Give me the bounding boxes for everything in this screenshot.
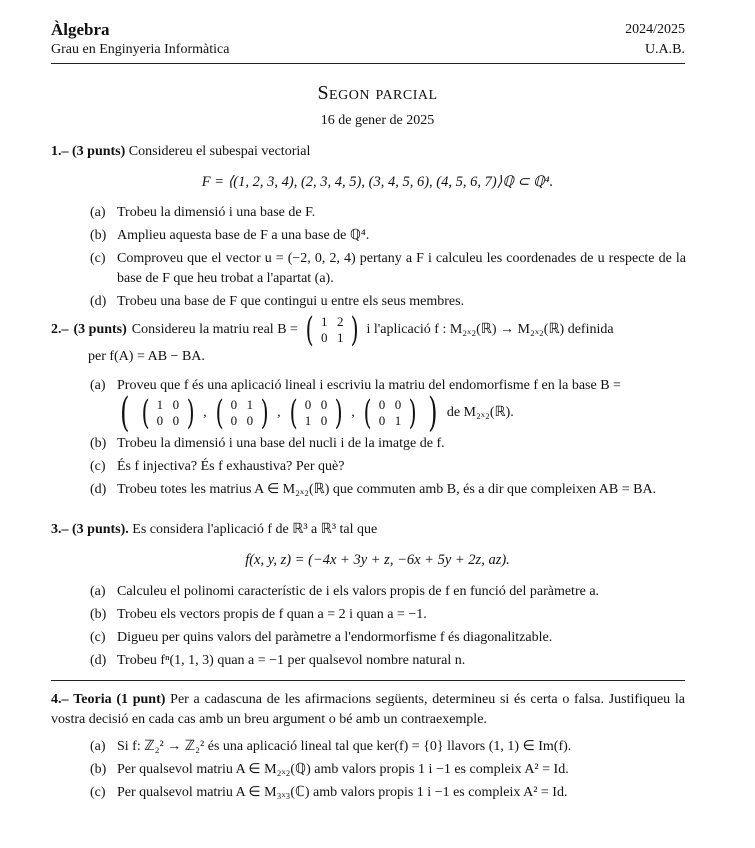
q2-points: (3 punts) — [73, 322, 127, 337]
basis-tail: de M₂ₓ₂(ℝ). — [446, 405, 514, 420]
q4-item-a — [90, 737, 686, 757]
item-text: Trobeu una base de F que contingui u entre els seus membres. — [117, 294, 465, 309]
matrix-cell: 1 — [156, 397, 164, 412]
matrix-cell: 0 — [156, 413, 164, 428]
q2-intro-c: per f(A) = AB − BA. — [88, 349, 205, 364]
q1-item-b — [90, 226, 686, 246]
q1-items — [90, 203, 686, 312]
item-text: Amplieu aquesta base de F a una base de ℚ⁴. — [117, 228, 370, 243]
q4-items — [90, 737, 686, 803]
q3-intro: Es considera l'aplicació f de ℝ³ a ℝ³ tal que — [132, 522, 378, 537]
header-right — [625, 20, 685, 60]
q2-item-d — [90, 480, 686, 500]
item-text: Si f: ℤ₂² → ℤ₂² és una aplicació lineal tal que ker(f) = {0} llavors (1, 1) ∈ Im(f). — [117, 739, 572, 754]
q1-item-c — [90, 249, 686, 289]
q3-number: 3.– — [51, 522, 69, 537]
left-paren: ( — [305, 310, 314, 350]
q4-item-b — [90, 760, 686, 780]
q2-intro-b: i l'aplicació f : M₂ₓ₂(ℝ) → M₂ₓ₂(ℝ) definida — [366, 322, 614, 337]
q2-number: 2.– — [51, 322, 69, 337]
matrix-cell: 0 — [230, 397, 238, 412]
item-text: Trobeu els vectors propis de f quan a = 2 i quan a = −1. — [117, 607, 427, 622]
q3-item-d — [90, 651, 686, 671]
item-text: Trobeu la dimensió i una base del nucli i de la imatge de f. — [117, 436, 445, 451]
q4-heading — [51, 690, 685, 730]
q1-formula: F = ⟨(1, 2, 3, 4), (2, 3, 4, 5), (3, 4, 5, 6), (4, 5, 6, 7)⟩ℚ ⊂ ℚ⁴. — [201, 174, 554, 190]
right-paren: ) — [350, 310, 359, 350]
matrix-cell: 0 — [246, 413, 254, 428]
item-label: (c) — [90, 251, 106, 266]
item-label: (a) — [90, 739, 106, 754]
matrix-cell: 0 — [172, 397, 180, 412]
basis-matrix-4: ( 0 0 0 1 ) — [363, 393, 417, 433]
matrix-b — [303, 310, 362, 350]
matrix-cell: 0 — [230, 413, 238, 428]
q1-intro: Considereu el subespai vectorial — [128, 144, 311, 159]
q3-items — [90, 582, 686, 671]
item-label: (a) — [90, 378, 106, 393]
item-label: (c) — [90, 785, 106, 800]
q2-item-a — [90, 376, 686, 436]
matrix-cell: 1 — [320, 314, 328, 329]
exam-title: Segon parcial — [317, 82, 438, 104]
q4-points: Teoria (1 punt) — [73, 692, 166, 707]
outer-left-paren: ( — [120, 390, 130, 436]
item-text: Trobeu la dimensió i una base de F. — [117, 205, 316, 220]
matrix-cell: 0 — [378, 413, 386, 428]
item-text: Trobeu totes les matrius A ∈ M₂ₓ₂(ℝ) que commuten amb B, és a dir que compleixen AB = BA. — [117, 482, 657, 497]
header-left — [51, 20, 229, 60]
q2-intro-a: Considereu la matriu real B = — [131, 322, 298, 337]
item-label: (c) — [90, 459, 106, 474]
item-label: (b) — [90, 762, 107, 777]
q3-item-a — [90, 582, 686, 602]
basis-row: ( ( 1 0 0 0 ) , ( 0 1 0 0 ) , ( 0 0 1 0 ) , ( 0 0 0 1 ) ) de M₂ₓ₂(ℝ). — [120, 390, 514, 436]
matrix-cell: 0 — [320, 413, 328, 428]
q1-number: 1.– — [51, 144, 69, 159]
item-label: (b) — [90, 607, 107, 622]
section-divider — [51, 680, 685, 681]
q1-heading — [51, 142, 685, 162]
matrix-cell: 1 — [394, 413, 402, 428]
q2-item-b — [90, 434, 686, 454]
matrix-cell: 0 — [394, 397, 402, 412]
q2-items — [90, 376, 686, 500]
q4-item-c — [90, 783, 686, 803]
matrix-cell: 1 — [336, 330, 344, 345]
item-label: (d) — [90, 653, 107, 668]
item-text: Digueu per quins valors del paràmetre a l'endormorfisme f és diagonalitzable. — [117, 630, 553, 645]
item-text: Comproveu que el vector u = (−2, 0, 2, 4) pertany a F i calculeu les coordenades de u respecte de la base de F que heu trobat a l'apartat (a). — [117, 251, 686, 286]
matrix-cell: 2 — [336, 314, 344, 329]
item-label: (b) — [90, 228, 107, 243]
matrix-cell: 1 — [304, 413, 312, 428]
q1-item-a — [90, 203, 686, 223]
q1-points: (3 punts) — [72, 144, 126, 159]
exam-date: 16 de gener de 2025 — [320, 113, 435, 128]
q4-intro: Per a cadascuna de les afirmacions següents, determineu si és certa o falsa. Justifiqueu la vostra decisió en cada cas amb un breu argument o bé amb un contraexemple. — [51, 692, 685, 727]
q1-item-d — [90, 292, 686, 312]
item-label: (a) — [90, 584, 106, 599]
item-label: (a) — [90, 205, 106, 220]
item-label: (c) — [90, 630, 106, 645]
q3-points: (3 punts). — [72, 522, 129, 537]
header-divider — [51, 63, 685, 64]
matrix-cell: 0 — [320, 330, 328, 345]
outer-right-paren: ) — [428, 390, 438, 436]
q3-item-b — [90, 605, 686, 625]
item-text: Trobeu fⁿ(1, 1, 3) quan a = −1 per qualsevol nombre natural n. — [117, 653, 466, 668]
q4-number: 4.– — [51, 692, 69, 707]
item-label: (d) — [90, 294, 107, 309]
item-text: Calculeu el polinomi característic de i els valors propis de f en funció del paràmetre a. — [117, 584, 600, 599]
item-text: Proveu que f és una aplicació lineal i escriviu la matriu del endomorfisme f en la base B = — [117, 378, 621, 393]
item-text: Per qualsevol matriu A ∈ M₃ₓ₃(ℂ) amb valors propis 1 i −1 es compleix A² = Id. — [117, 785, 568, 800]
matrix-cell: 1 — [246, 397, 254, 412]
course-name: Àlgebra — [51, 20, 110, 39]
q2-item-c — [90, 457, 686, 477]
q3-formula: f(x, y, z) = (−4x + 3y + z, −6x + 5y + 2z, az). — [245, 552, 510, 568]
matrix-cell: 0 — [320, 397, 328, 412]
item-label: (b) — [90, 436, 107, 451]
basis-matrix-1: ( 1 0 0 0 ) — [141, 393, 195, 433]
item-label: (d) — [90, 482, 107, 497]
matrix-cell: 0 — [172, 413, 180, 428]
basis-matrix-3: ( 0 0 1 0 ) — [289, 393, 343, 433]
item-text: És f injectiva? És f exhaustiva? Per què? — [117, 459, 345, 474]
q3-heading — [51, 520, 685, 540]
item-text: Per qualsevol matriu A ∈ M₂ₓ₂(ℚ) amb valors propis 1 i −1 es compleix A² = Id. — [117, 762, 569, 777]
university: U.A.B. — [644, 42, 685, 57]
basis-matrix-2: ( 0 1 0 0 ) — [215, 393, 269, 433]
matrix-cell: 0 — [304, 397, 312, 412]
matrix-cell: 0 — [378, 397, 386, 412]
degree-name: Grau en Enginyeria Informàtica — [51, 42, 230, 57]
q3-item-c — [90, 628, 686, 648]
academic-year: 2024/2025 — [625, 22, 685, 37]
